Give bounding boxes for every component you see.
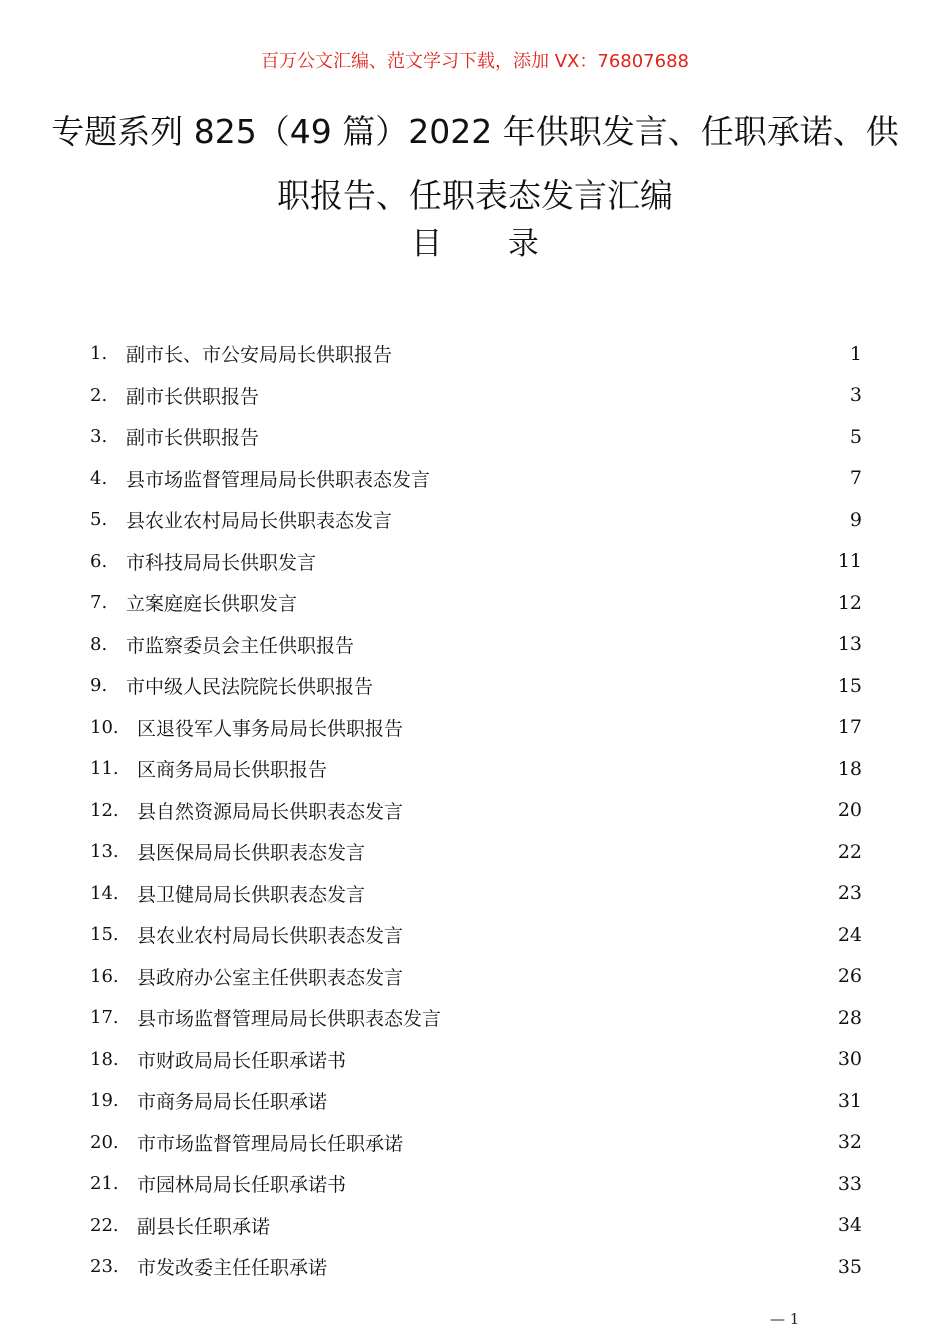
toc-entry[interactable] xyxy=(90,1163,862,1205)
toc-entry[interactable] xyxy=(90,1246,862,1288)
toc-entry-page: 5 xyxy=(849,425,862,448)
toc-entry-number: 16. xyxy=(90,965,119,987)
toc-entry-page: 17 xyxy=(837,716,862,739)
toc-entry-title: 县政府办公室主任供职表态发言 xyxy=(137,966,404,989)
toc-entry[interactable] xyxy=(90,1122,862,1164)
toc-entry[interactable] xyxy=(90,790,862,832)
toc-entry-page: 22 xyxy=(837,840,862,863)
toc-entry-number: 1. xyxy=(90,343,108,365)
toc-entry[interactable] xyxy=(90,1080,862,1122)
toc-entry-page: 7 xyxy=(849,467,862,490)
toc-entry-number: 14. xyxy=(90,882,119,904)
toc-entry-number: 6. xyxy=(90,550,108,572)
toc-entry[interactable] xyxy=(90,914,862,956)
toc-entry[interactable] xyxy=(90,499,862,541)
table-of-contents xyxy=(90,333,862,1288)
toc-entry[interactable] xyxy=(90,956,862,998)
toc-entry-title: 县农业农村局局长供职表态发言 xyxy=(126,510,393,533)
toc-entry[interactable] xyxy=(90,748,862,790)
toc-entry-page: 18 xyxy=(837,757,862,780)
toc-entry[interactable] xyxy=(90,375,862,417)
toc-entry[interactable] xyxy=(90,624,862,666)
toc-entry-number: 7. xyxy=(90,592,108,614)
toc-entry-page: 35 xyxy=(837,1255,862,1278)
toc-entry-number: 19. xyxy=(90,1090,119,1112)
toc-entry-number: 21. xyxy=(90,1173,119,1195)
toc-entry-title: 副县长任职承诺 xyxy=(137,1215,271,1238)
toc-entry-title: 立案庭庭长供职发言 xyxy=(126,593,298,616)
toc-entry-number: 11. xyxy=(90,758,119,780)
toc-entry[interactable] xyxy=(90,831,862,873)
toc-entry[interactable] xyxy=(90,665,862,707)
toc-entry-page: 20 xyxy=(837,799,862,822)
toc-entry-title: 区退役军人事务局局长供职报告 xyxy=(137,717,404,740)
toc-entry-number: 4. xyxy=(90,467,108,489)
toc-entry-number: 12. xyxy=(90,799,119,821)
toc-entry-title: 市财政局局长任职承诺书 xyxy=(137,1049,347,1072)
toc-entry-title: 市发改委主任任职承诺 xyxy=(137,1257,328,1280)
toc-entry-title: 市中级人民法院院长供职报告 xyxy=(126,676,374,699)
watermark-banner: 百万公文汇编、范文学习下载，添加 VX：76807688 xyxy=(261,51,689,72)
toc-entry-title: 县卫健局局长供职表态发言 xyxy=(137,883,366,906)
toc-entry[interactable] xyxy=(90,458,862,500)
toc-entry-title: 副市长供职报告 xyxy=(126,385,260,408)
toc-entry-title: 县农业农村局局长供职表态发言 xyxy=(137,925,404,948)
toc-entry-number: 10. xyxy=(90,716,119,738)
toc-entry-page: 26 xyxy=(837,965,862,988)
toc-entry-page: 1 xyxy=(849,342,862,365)
toc-entry-title: 县自然资源局局长供职表态发言 xyxy=(137,800,404,823)
toc-entry-page: 23 xyxy=(837,882,862,905)
toc-entry-page: 24 xyxy=(837,923,862,946)
toc-entry-page: 15 xyxy=(837,674,862,697)
toc-entry-page: 11 xyxy=(837,550,862,573)
toc-entry-title: 区商务局局长供职报告 xyxy=(137,759,328,782)
toc-entry-page: 30 xyxy=(837,1048,862,1071)
toc-entry-page: 33 xyxy=(837,1172,862,1195)
toc-entry-title: 市科技局局长供职发言 xyxy=(126,551,317,574)
toc-entry[interactable] xyxy=(90,707,862,749)
toc-entry-page: 28 xyxy=(837,1006,862,1029)
toc-entry-number: 13. xyxy=(90,841,119,863)
toc-entry[interactable] xyxy=(90,416,862,458)
toc-entry-number: 3. xyxy=(90,426,108,448)
toc-entry-title: 副市长供职报告 xyxy=(126,427,260,450)
toc-entry-number: 5. xyxy=(90,509,108,531)
toc-entry-number: 23. xyxy=(90,1256,119,1278)
toc-entry-number: 18. xyxy=(90,1048,119,1070)
toc-entry-page: 31 xyxy=(837,1089,862,1112)
toc-entry-title: 市园林局局长任职承诺书 xyxy=(137,1174,347,1197)
toc-entry[interactable] xyxy=(90,997,862,1039)
toc-entry-title: 市市场监督管理局局长任职承诺 xyxy=(137,1132,404,1155)
toc-entry-page: 34 xyxy=(837,1214,862,1237)
toc-entry-title: 县市场监督管理局局长供职表态发言 xyxy=(126,468,431,491)
toc-entry-title: 县医保局局长供职表态发言 xyxy=(137,842,366,865)
toc-entry-title: 市商务局局长任职承诺 xyxy=(137,1091,328,1114)
toc-entry[interactable] xyxy=(90,873,862,915)
toc-entry-title: 市监察委员会主任供职报告 xyxy=(126,634,355,657)
footer-page-number: — 1 xyxy=(770,1310,800,1328)
toc-entry-page: 9 xyxy=(849,508,862,531)
toc-entry-page: 13 xyxy=(837,633,862,656)
toc-heading: 目 录 xyxy=(411,226,567,262)
toc-entry[interactable] xyxy=(90,333,862,375)
toc-entry[interactable] xyxy=(90,582,862,624)
toc-entry[interactable] xyxy=(90,1205,862,1247)
toc-entry-page: 12 xyxy=(837,591,862,614)
toc-entry-title: 副市长、市公安局局长供职报告 xyxy=(126,344,393,367)
toc-entry-page: 3 xyxy=(849,384,862,407)
document-title: 专题系列 825（49 篇）2022 年供职发言、任职承诺、供职报告、任职表态发言汇编 xyxy=(51,112,899,215)
toc-entry-number: 15. xyxy=(90,924,119,946)
toc-entry-number: 17. xyxy=(90,1007,119,1029)
toc-entry-title: 县市场监督管理局局长供职表态发言 xyxy=(137,1008,442,1031)
toc-entry-number: 22. xyxy=(90,1214,119,1236)
toc-entry-page: 32 xyxy=(837,1131,862,1154)
toc-entry-number: 8. xyxy=(90,633,108,655)
toc-entry[interactable] xyxy=(90,1039,862,1081)
toc-entry[interactable] xyxy=(90,541,862,583)
toc-entry-number: 2. xyxy=(90,384,108,406)
toc-entry-number: 9. xyxy=(90,675,108,697)
toc-entry-number: 20. xyxy=(90,1131,119,1153)
